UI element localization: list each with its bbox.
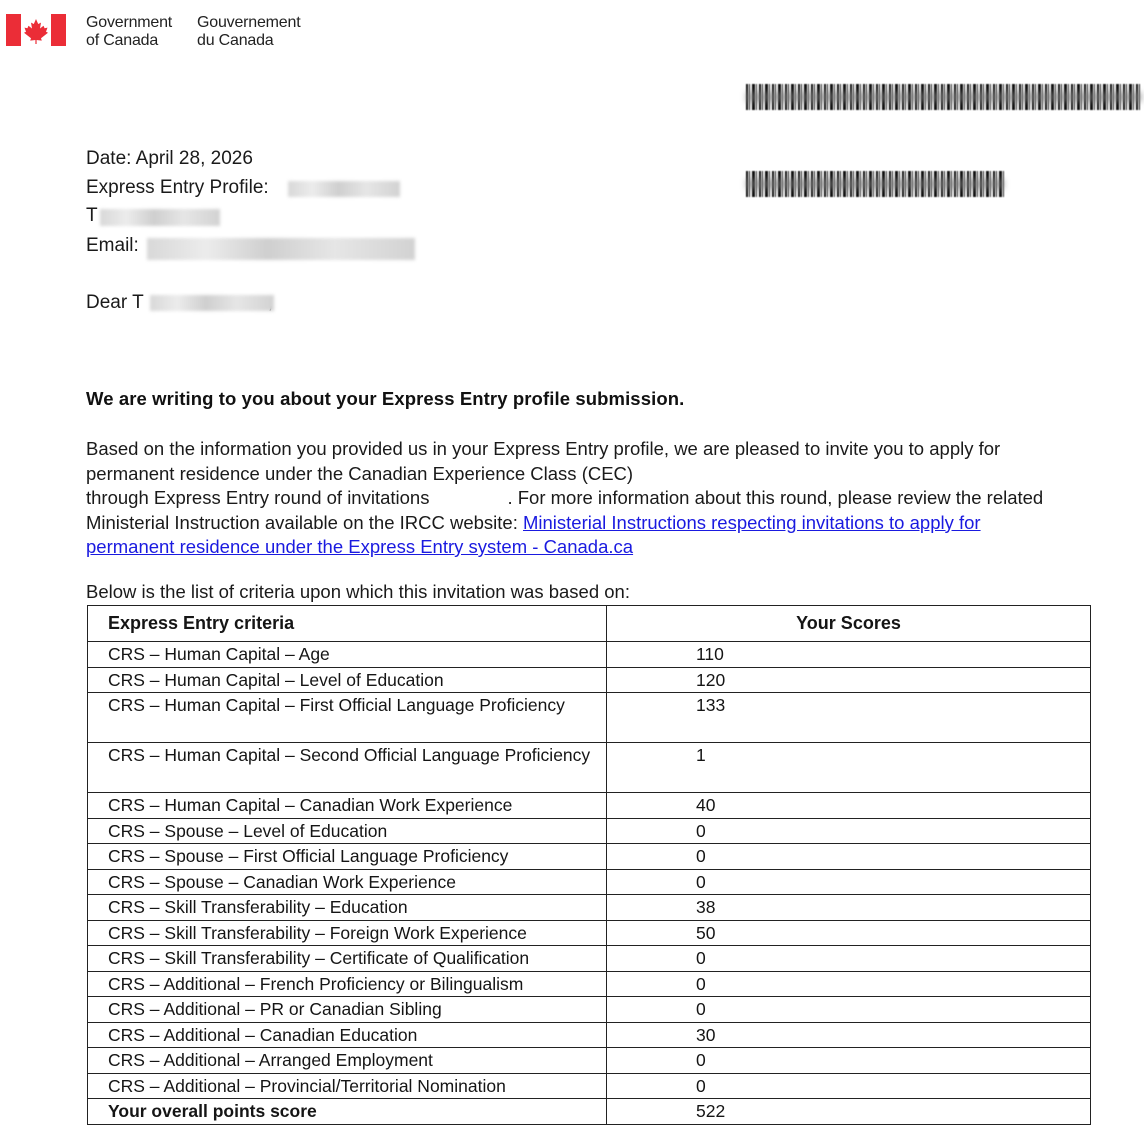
government-fr-line-2: du Canada: [197, 32, 274, 49]
score-cell: 133: [607, 693, 1091, 743]
government-fr-line-1: Gouvernement: [197, 14, 301, 31]
government-en-line-1: Government: [86, 14, 173, 31]
letter-subject: We are writing to you about your Express Entry profile submission.: [86, 388, 685, 409]
total-row: [88, 1099, 1091, 1125]
paragraph-line-3a: through Express Entry round of invitations: [86, 487, 430, 508]
table-row: [88, 920, 1091, 946]
paragraph-line-1: Based on the information you provided us in your Express Entry profile, we are pleased to invite you to apply for: [86, 438, 1001, 459]
score-cell: 0: [607, 818, 1091, 844]
scores-table-body: [88, 642, 1091, 1125]
score-cell: 0: [607, 1048, 1091, 1074]
table-row: [88, 997, 1091, 1023]
criteria-intro: Below is the list of criteria upon which this invitation was based on:: [86, 581, 630, 602]
criteria-cell: CRS – Skill Transferability – Certificate of Qualification: [88, 946, 607, 972]
score-cell: 0: [607, 971, 1091, 997]
criteria-cell: CRS – Human Capital – Age: [88, 642, 607, 668]
scores-column-header: Your Scores: [607, 606, 1091, 642]
redacted-line-value: [100, 209, 220, 226]
paragraph-line-3b: . For more information about this round, please review the related: [507, 487, 1044, 508]
redacted-profile-number: [288, 181, 400, 197]
table-row: [88, 1073, 1091, 1099]
criteria-cell: CRS – Human Capital – First Official Language Proficiency: [88, 693, 607, 743]
paragraph-line-3: [86, 486, 1126, 511]
government-en-line-2: of Canada: [86, 32, 159, 49]
criteria-cell: CRS – Additional – French Proficiency or Bilingualism: [88, 971, 607, 997]
score-cell: 120: [607, 667, 1091, 693]
paragraph-line-2: permanent residence under the Canadian Experience Class (CEC): [86, 462, 634, 484]
criteria-cell: CRS – Additional – Canadian Education: [88, 1022, 607, 1048]
criteria-cell: CRS – Spouse – First Official Language Proficiency: [88, 844, 607, 870]
criteria-cell: CRS – Human Capital – Canadian Work Experience: [88, 793, 607, 819]
score-cell: 50: [607, 920, 1091, 946]
table-row: [88, 1048, 1091, 1074]
paragraph-line-5: [86, 535, 1126, 560]
table-row: [88, 667, 1091, 693]
score-cell: 1: [607, 743, 1091, 793]
redacted-line-label: T: [86, 205, 98, 226]
paragraph-line-4-text: Ministerial Instruction available on the IRCC website:: [86, 511, 523, 533]
criteria-cell: CRS – Spouse – Canadian Work Experience: [88, 869, 607, 895]
score-cell: 0: [607, 1073, 1091, 1099]
table-row: [88, 693, 1091, 743]
score-cell: 110: [607, 642, 1091, 668]
link-part-2[interactable]: permanent residence under the Express Entry system - Canada.ca: [86, 536, 634, 557]
invitation-paragraph: [86, 437, 1126, 560]
table-row: [88, 793, 1091, 819]
canada-flag-icon: [6, 14, 66, 46]
table-row: [88, 844, 1091, 870]
score-cell: 0: [607, 997, 1091, 1023]
score-cell: 38: [607, 895, 1091, 921]
letter-date: Date: April 28, 2026: [86, 148, 253, 169]
criteria-cell: CRS – Human Capital – Level of Education: [88, 667, 607, 693]
redacted-barcode-top: [746, 84, 1142, 110]
salutation-prefix: Dear T: [86, 292, 144, 313]
score-cell: 0: [607, 869, 1091, 895]
table-row: [88, 1022, 1091, 1048]
criteria-cell: CRS – Additional – Arranged Employment: [88, 1048, 607, 1074]
redacted-name: [150, 295, 274, 311]
express-entry-profile-label: Express Entry Profile:: [86, 177, 269, 198]
table-row: [88, 946, 1091, 972]
paragraph-line-4: [86, 511, 1126, 536]
criteria-cell: CRS – Additional – PR or Canadian Sibling: [88, 997, 607, 1023]
table-header-row: [88, 606, 1091, 642]
score-cell: 40: [607, 793, 1091, 819]
criteria-column-header: Express Entry criteria: [88, 606, 607, 642]
criteria-cell: CRS – Additional – Provincial/Territorial Nomination: [88, 1073, 607, 1099]
criteria-cell: CRS – Human Capital – Second Official Language Proficiency: [88, 743, 607, 793]
redacted-barcode-middle: [746, 171, 1004, 197]
table-row: [88, 818, 1091, 844]
crs-scores-table: [87, 605, 1091, 1125]
table-row: [88, 895, 1091, 921]
score-cell: 0: [607, 946, 1091, 972]
total-label: Your overall points score: [88, 1099, 607, 1125]
table-row: [88, 642, 1091, 668]
score-cell: 0: [607, 844, 1091, 870]
email-label: Email:: [86, 235, 139, 256]
score-cell: 30: [607, 1022, 1091, 1048]
criteria-cell: CRS – Spouse – Level of Education: [88, 818, 607, 844]
criteria-cell: CRS – Skill Transferability – Education: [88, 895, 607, 921]
table-row: [88, 971, 1091, 997]
criteria-cell: CRS – Skill Transferability – Foreign Work Experience: [88, 920, 607, 946]
redacted-email: [147, 238, 415, 260]
ministerial-instructions-link-continued[interactable]: [86, 536, 633, 557]
link-part-1[interactable]: Ministerial Instructions respecting invitations to apply for: [523, 511, 981, 533]
total-score: 522: [607, 1099, 1091, 1125]
table-row: [88, 743, 1091, 793]
ministerial-instructions-link[interactable]: [523, 512, 981, 533]
table-row: [88, 869, 1091, 895]
